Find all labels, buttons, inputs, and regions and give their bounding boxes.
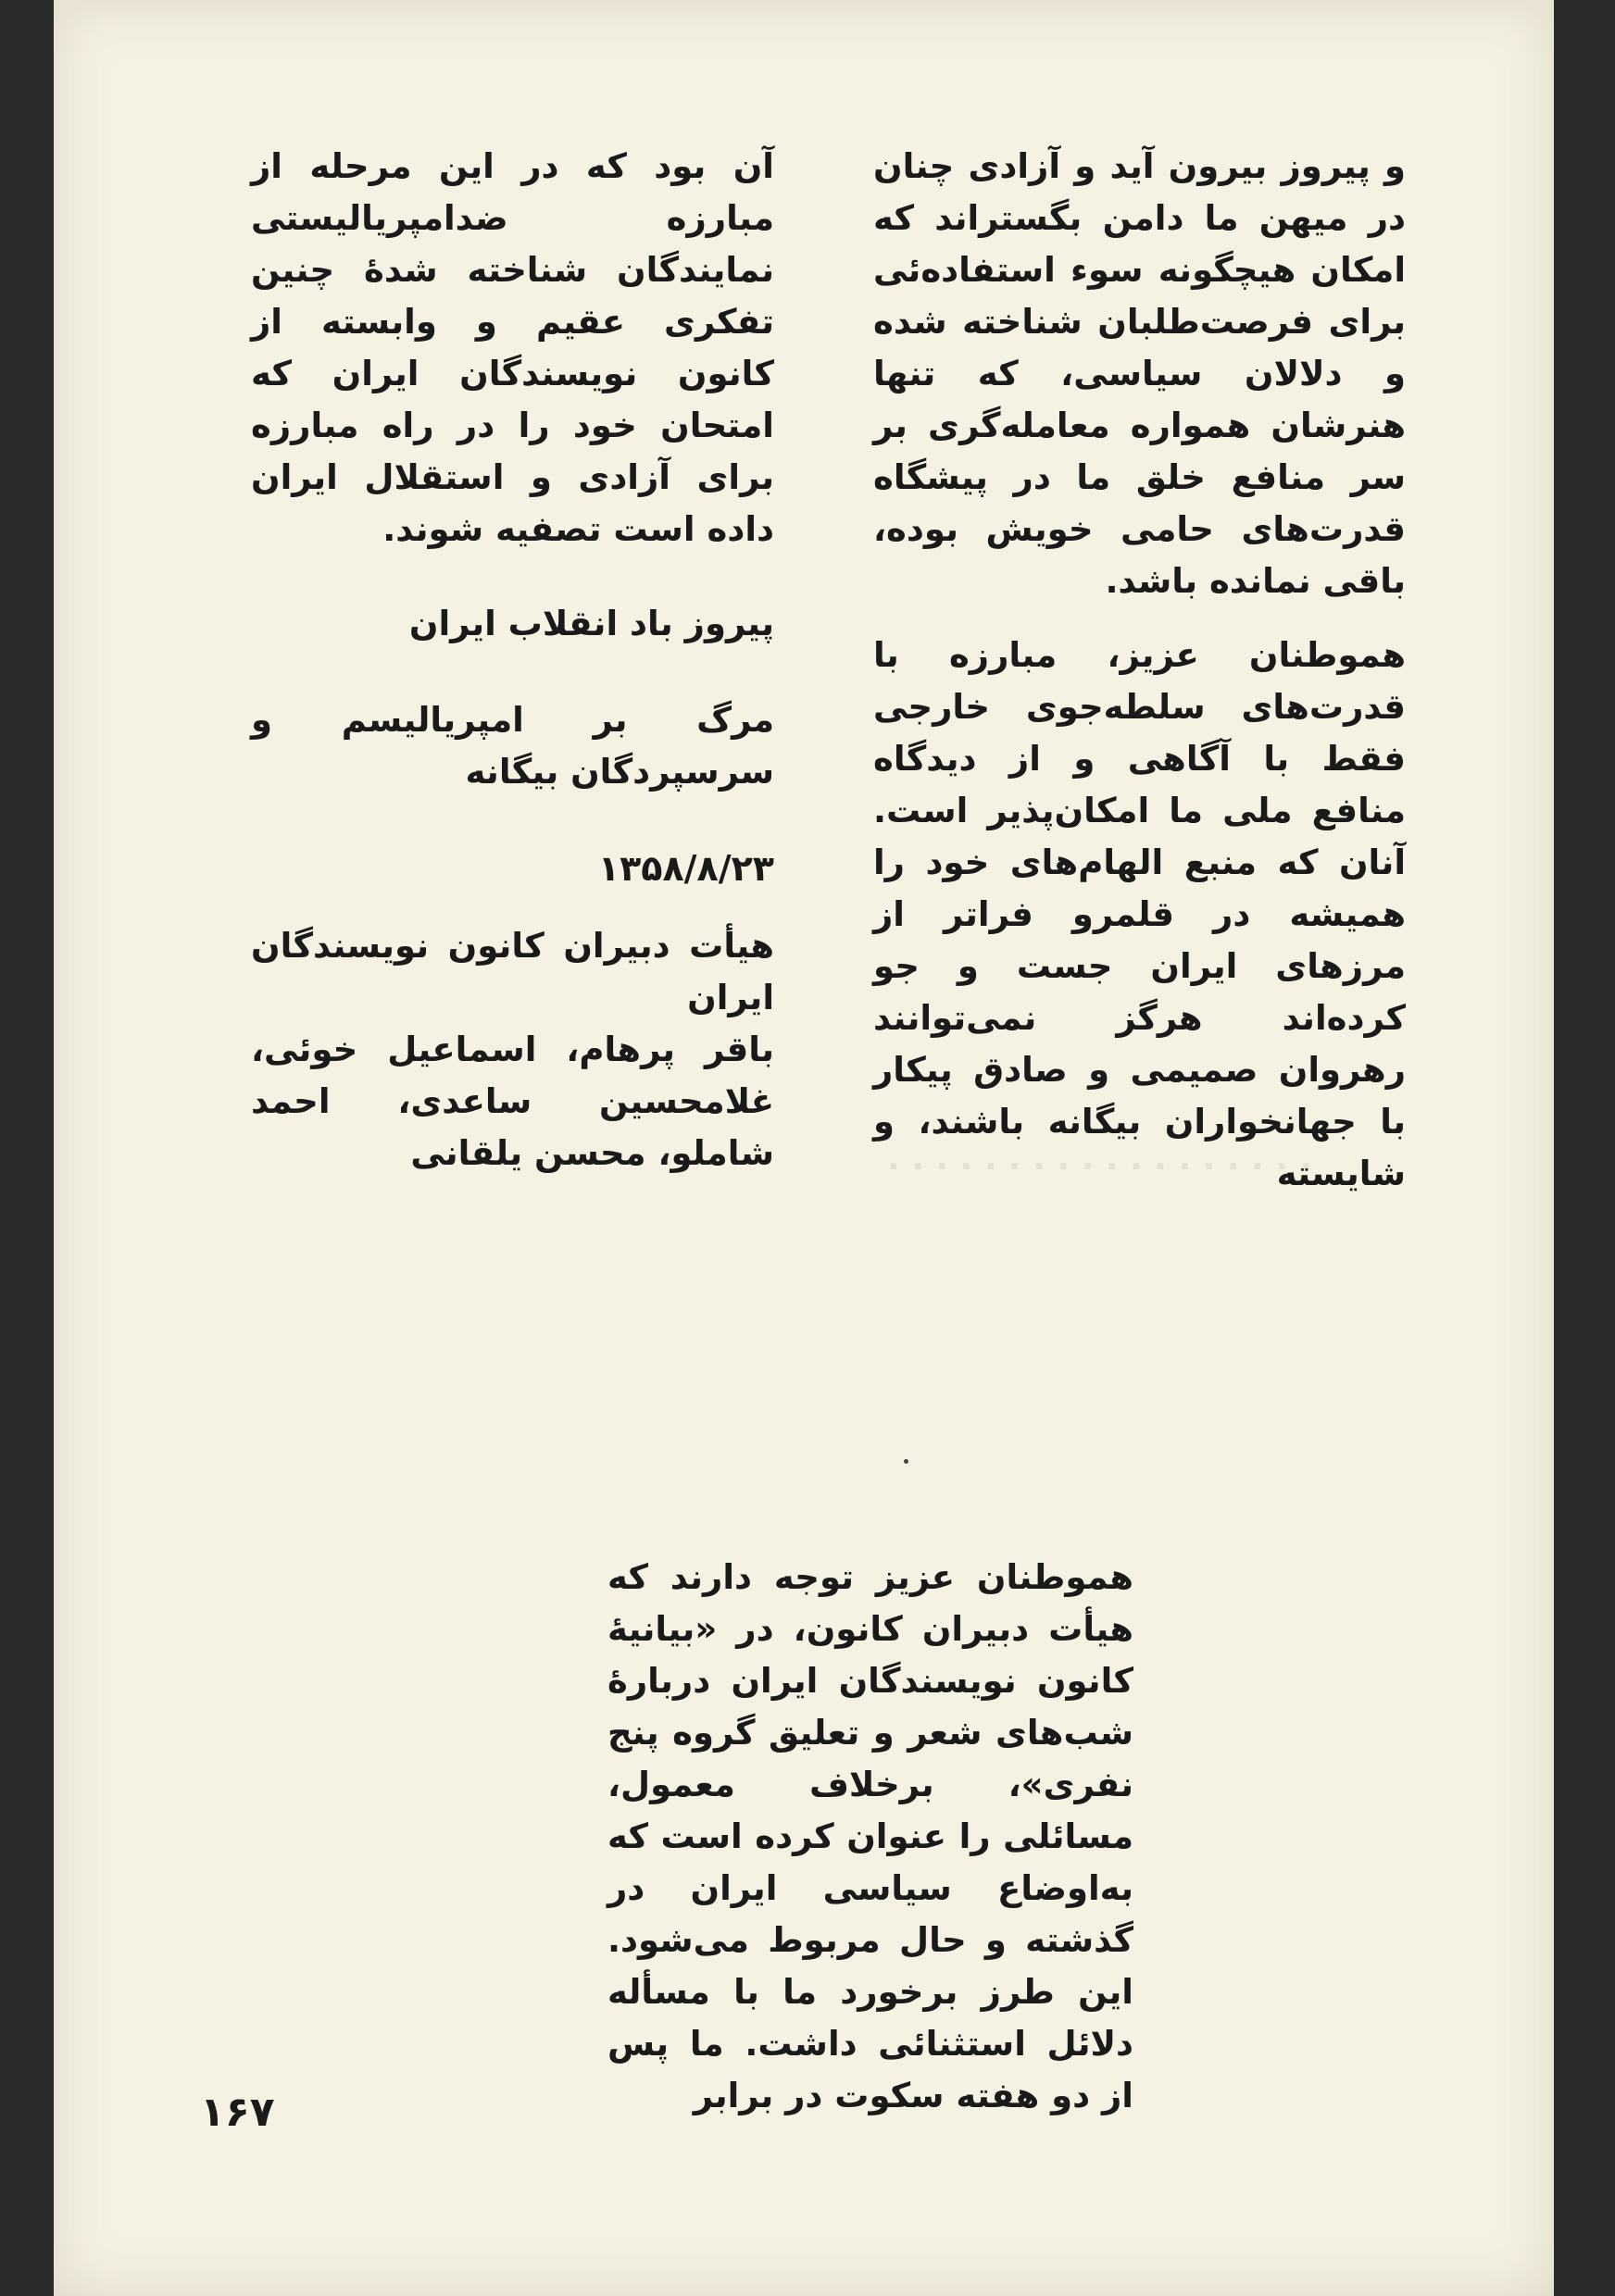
bottom-column [607,1552,1133,2122]
signature-title: هیأت دبیران کانون نویسندگان ایران [251,926,774,1017]
signature-names: باقر پرهام، اسماعیل خوئی، غلامحسین ساعدی، احمد شاملو، محسن یلقانی [251,1029,774,1173]
right-paragraph-2: هموطنان عزیز، مبارزه با قدرت‌های سلطه‌جوی خارجی فقط با آگاهی و از دیدگاه منافع ملی ما امکان‌پذیر است. آنان که منبع الهام‌های خود را همیشه در قلمرو فراتر از مرزهای ایران جست و جو کرده‌اند هرگز نمی‌توانند رهروان صمیمی و صادق پیکار با جهانخواران بیگانه باشند، و شایسته [873,635,1406,1193]
bottom-paragraph: هموطنان عزیز توجه دارند که هیأت دبیران کانون، در «بیانیهٔ کانون نویسندگان ایران دربارهٔ شب‌های شعر و تعلیق گروه پنج نفری»، برخلاف معمول، مسائلی را عنوان کرده است که به‌اوضاع سیاسی ایران در گذشته و حال مربوط می‌شود. این طرز برخورد ما با مسأله دلائل استثنائی داشت. ما پس از دو هفته سکوت در برابر [607,1557,1133,2115]
page-number: ۱۶۷ [200,2089,275,2136]
slogan-revolution: پیروز باد انقلاب ایران [408,604,774,643]
right-column [873,141,1406,1200]
book-page [54,0,1554,2296]
right-paragraph-1: و پیروز بیرون آید و آزادی چنان در میهن ما دامن بگستراند که امکان هیچگونه سوء استفاده‌ئی برای فرصت‌طلبان شناخته شده و دلالان سیاسی، که تنها هنرشان همواره معامله‌گری بر سر منافع خلق ما در پیشگاه قدرت‌های حامی خویش بوده، باقی نمانده باشد. [873,146,1406,601]
slogan-imperialism: مرگ بر امپریالیسم و سرسپردگان بیگانه [251,700,774,792]
show-through-text: · · · · · · · · · · · · · · · · · · [887,1148,1313,1186]
statement-date: ۱۳۵۸/۸/۲۳ [597,848,774,889]
ink-speck [904,1459,908,1464]
left-column [251,141,774,1179]
left-paragraph: آن بود که در این مرحله از مبارزه ضدامپریالیستی نمایندگان شناخته شدهٔ چنین تفکری عقیم و وابسته از کانون نویسندگان ایران که امتحان خود را در راه مبارزه برای آزادی و استقلال ایران داده است تصفیه شوند. [251,146,774,549]
